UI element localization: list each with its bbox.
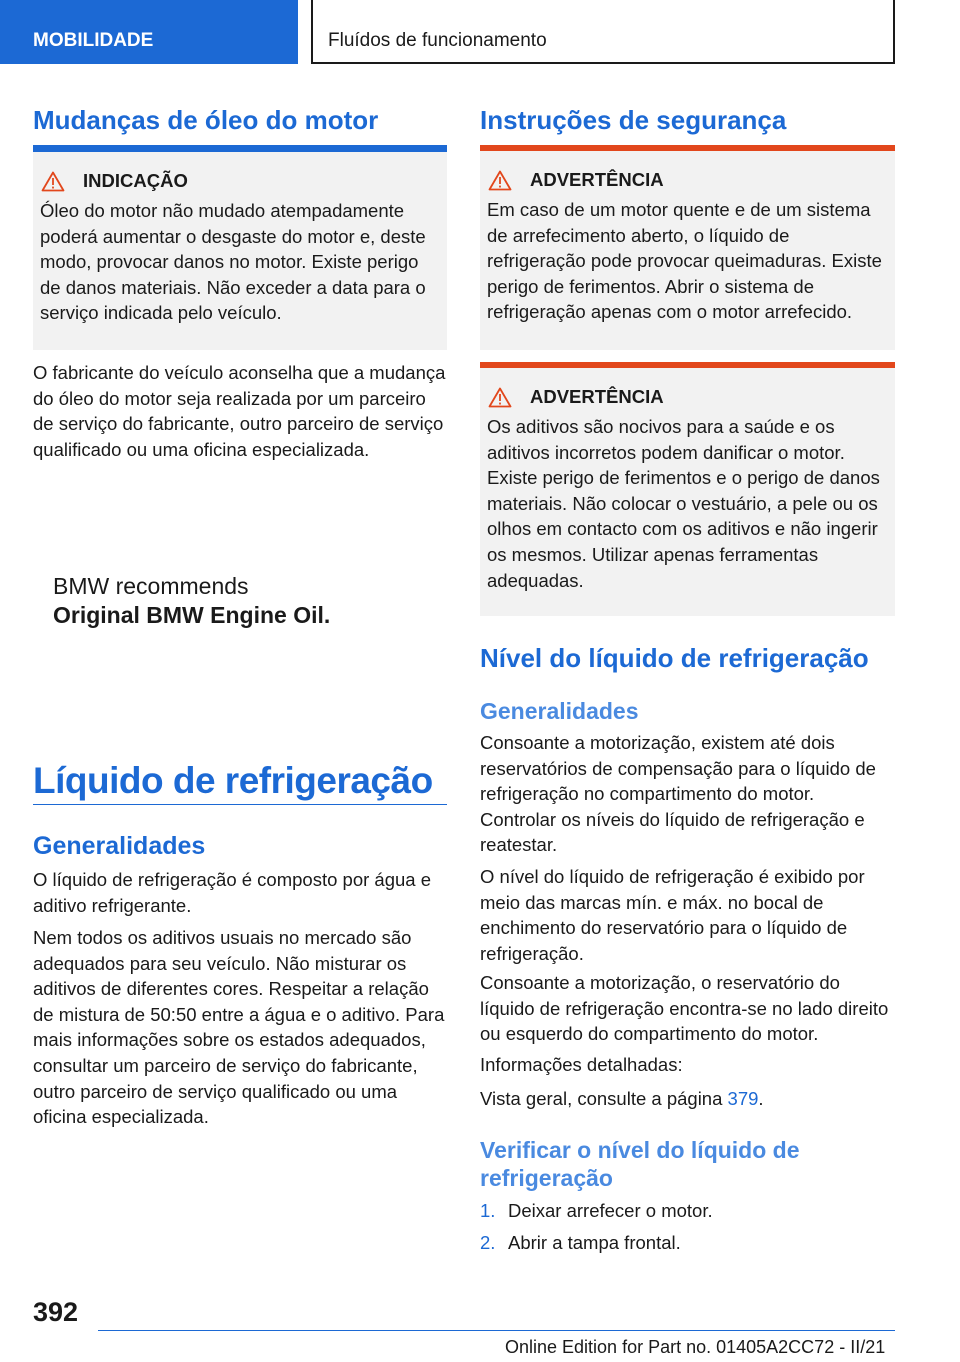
notice-warning-icon: [41, 171, 65, 192]
coolant-level-heading: Nível do líquido de refrigeração: [480, 643, 869, 673]
right-paragraph-5: [480, 1086, 895, 1112]
warning-2-label: ADVERTÊNCIA: [530, 386, 664, 407]
page-ref-text: Vista geral, consulte a página: [480, 1088, 728, 1109]
chapter-label: Fluídos de funcionamento: [328, 30, 547, 51]
coolant-heading-rule: [33, 804, 447, 805]
step-number: 2.: [480, 1232, 496, 1253]
steps-list: [480, 1198, 895, 1256]
left-general-paragraph-1: O líquido de refrigeração é composto por água e aditivo refrigerante.: [33, 869, 431, 916]
right-paragraph-3: Consoante a motorização, o reservatório do líquido de refrigeração encontra-se no lado direito ou esquerdo do compartimento do motor.: [480, 972, 889, 1045]
right-paragraph-1: Consoante a motorização, existem até dois reservatórios de compensação para o líquido de refrigeração no compartimento do motor. Controlar os níveis do líquido de refrigeração e reatestar.: [480, 732, 876, 856]
footer-rule: [98, 1330, 895, 1331]
warning-box-2: [480, 362, 895, 616]
warning-2-text: Os aditivos são nocivos para a saúde e os aditivos incorretos podem danificar o motor. Existe perigo de ferimentos e o perigo de danos materiais. Não colocar o vestuário, a pele ou os olhos em contacto com os aditivos e não ingerir os mesmos. Utilizar apenas ferramentas adequadas.: [487, 416, 880, 591]
oil-change-paragraph: O fabricante do veículo aconselha que a mudança do óleo do motor seja realizada por um parceiro de serviço do fabricante, outro parceiro de serviço qualificado ou uma oficina especializada.: [33, 362, 446, 460]
edition-footer: Online Edition for Part no. 01405A2CC72 - II/21: [505, 1337, 886, 1357]
notice-box: [33, 145, 447, 350]
warning-box-1: [480, 145, 895, 350]
section-tab: [0, 0, 298, 64]
step-item: [480, 1198, 895, 1224]
warning-1-icon: [488, 170, 512, 191]
step-text: Deixar arrefecer o motor.: [508, 1200, 713, 1221]
safety-heading: Instruções de segurança: [480, 105, 787, 135]
right-paragraph-4: Informações detalhadas:: [480, 1054, 683, 1075]
warning-2-title: [488, 386, 888, 408]
oil-recommendation-image: [53, 572, 413, 630]
page-ref-link[interactable]: 379: [727, 1088, 759, 1109]
right-paragraph-2: O nível do líquido de refrigeração é exibido por meio das marcas mín. e máx. no bocal de enchimento do reservatório para o líquido de refrigeração.: [480, 866, 865, 964]
check-level-heading: Verificar o nível do líquido de refrigeração: [480, 1137, 800, 1191]
right-general-heading: Generalidades: [480, 698, 639, 724]
step-text: Abrir a tampa frontal.: [508, 1232, 681, 1253]
notice-label: INDICAÇÃO: [83, 170, 188, 191]
notice-title: [41, 170, 440, 192]
warning-1-label: ADVERTÊNCIA: [530, 169, 664, 190]
chapter-header: [311, 0, 895, 64]
page-number: 392: [33, 1297, 79, 1327]
step-number: 1.: [480, 1200, 496, 1221]
coolant-heading: Líquido de refrigeração: [33, 760, 433, 801]
oil-change-heading: Mudanças de óleo do motor: [33, 105, 379, 135]
oil-image-line2: Original BMW Engine Oil.: [53, 602, 331, 628]
oil-image-line1: BMW recommends: [53, 573, 249, 599]
section-label: MOBILIDADE: [33, 30, 154, 51]
page-ref-end: .: [758, 1088, 764, 1109]
step-item: [480, 1230, 895, 1256]
left-general-heading: Generalidades: [33, 832, 206, 860]
warning-2-icon: [488, 387, 512, 408]
left-general-paragraph-2: Nem todos os aditivos usuais no mercado são adequados para seu veículo. Não misturar os aditivos de diferentes cores. Respeitar a relação de mistura de 50:50 entre a água e o aditivo. Para mais informações sobre os estados adequados, consultar um parceiro de serviço do fabricante, outro parceiro de serviço qualificado ou uma oficina especializada.: [33, 927, 445, 1128]
warning-1-text: Em caso de um motor quente e de um sistema de arrefecimento aberto, o líquido de refrigeração pode provocar queimaduras. Existe perigo de ferimentos. Abrir o sistema de refrigeração apenas com o motor arrefecido.: [487, 199, 882, 323]
warning-1-title: [488, 169, 888, 191]
notice-text: Óleo do motor não mudado atempadamente poderá aumentar o desgaste do motor e, deste modo, provocar danos no motor. Existe perigo de danos materiais. Não exceder a data para o serviço indicada pelo veículo.: [40, 200, 426, 324]
